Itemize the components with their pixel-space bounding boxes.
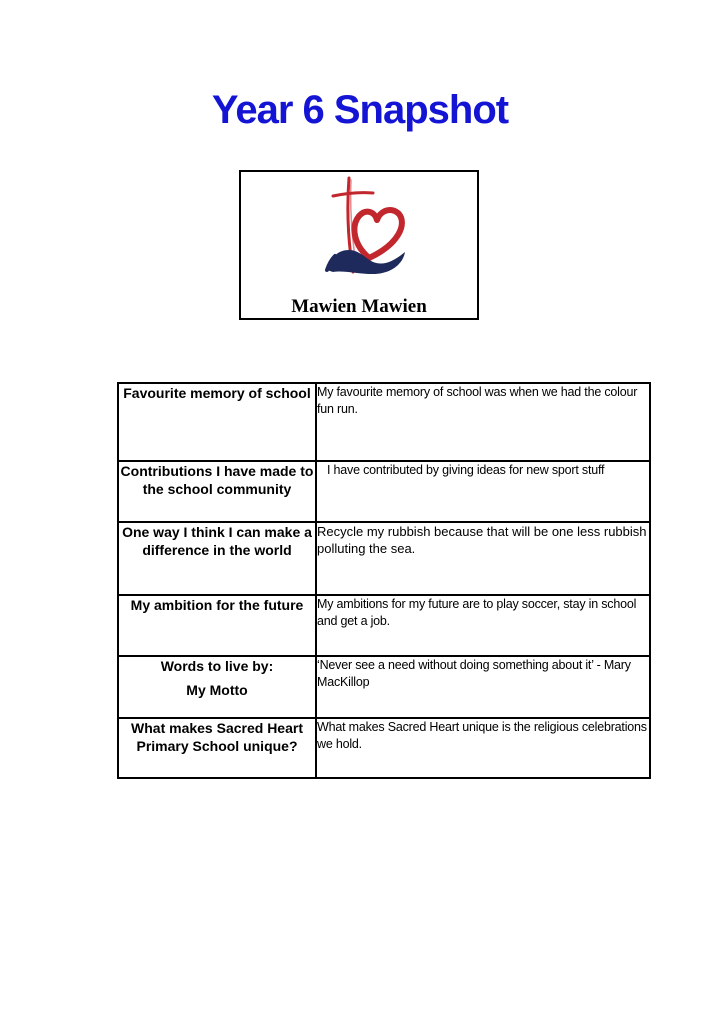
question-cell: One way I think I can make a difference in the world xyxy=(118,522,316,595)
table-row xyxy=(118,656,650,718)
answer-cell: I have contributed by giving ideas for new sport stuff xyxy=(316,461,650,522)
table-row xyxy=(118,595,650,656)
answer-cell: ‘Never see a need without doing something about it’ - Mary MacKillop xyxy=(316,656,650,718)
sacred-heart-logo-icon xyxy=(313,174,413,278)
question-cell: Contributions I have made to the school community xyxy=(118,461,316,522)
question-text: Words to live by: xyxy=(160,658,274,674)
question-cell: My ambition for the future xyxy=(118,595,316,656)
answer-cell: What makes Sacred Heart unique is the religious celebrations we hold. xyxy=(316,718,650,778)
table-row xyxy=(118,461,650,522)
answer-cell: My ambitions for my future are to play soccer, stay in school and get a job. xyxy=(316,595,650,656)
question-cell: What makes Sacred Heart Primary School unique? xyxy=(118,718,316,778)
page-title: Year 6 Snapshot xyxy=(211,88,509,132)
table-row xyxy=(118,522,650,595)
student-card xyxy=(239,170,479,320)
answer-cell: My favourite memory of school was when we had the colour fun run. xyxy=(316,383,650,461)
answer-cell: Recycle my rubbish because that will be one less rubbish polluting the sea. xyxy=(316,522,650,595)
question-cell xyxy=(118,656,316,718)
question-cell: Favourite memory of school xyxy=(118,383,316,461)
snapshot-table xyxy=(117,382,651,779)
question-subtext: My Motto xyxy=(186,682,248,698)
table-row xyxy=(118,383,650,461)
student-name: Mawien Mawien xyxy=(291,296,427,317)
table-row xyxy=(118,718,650,778)
